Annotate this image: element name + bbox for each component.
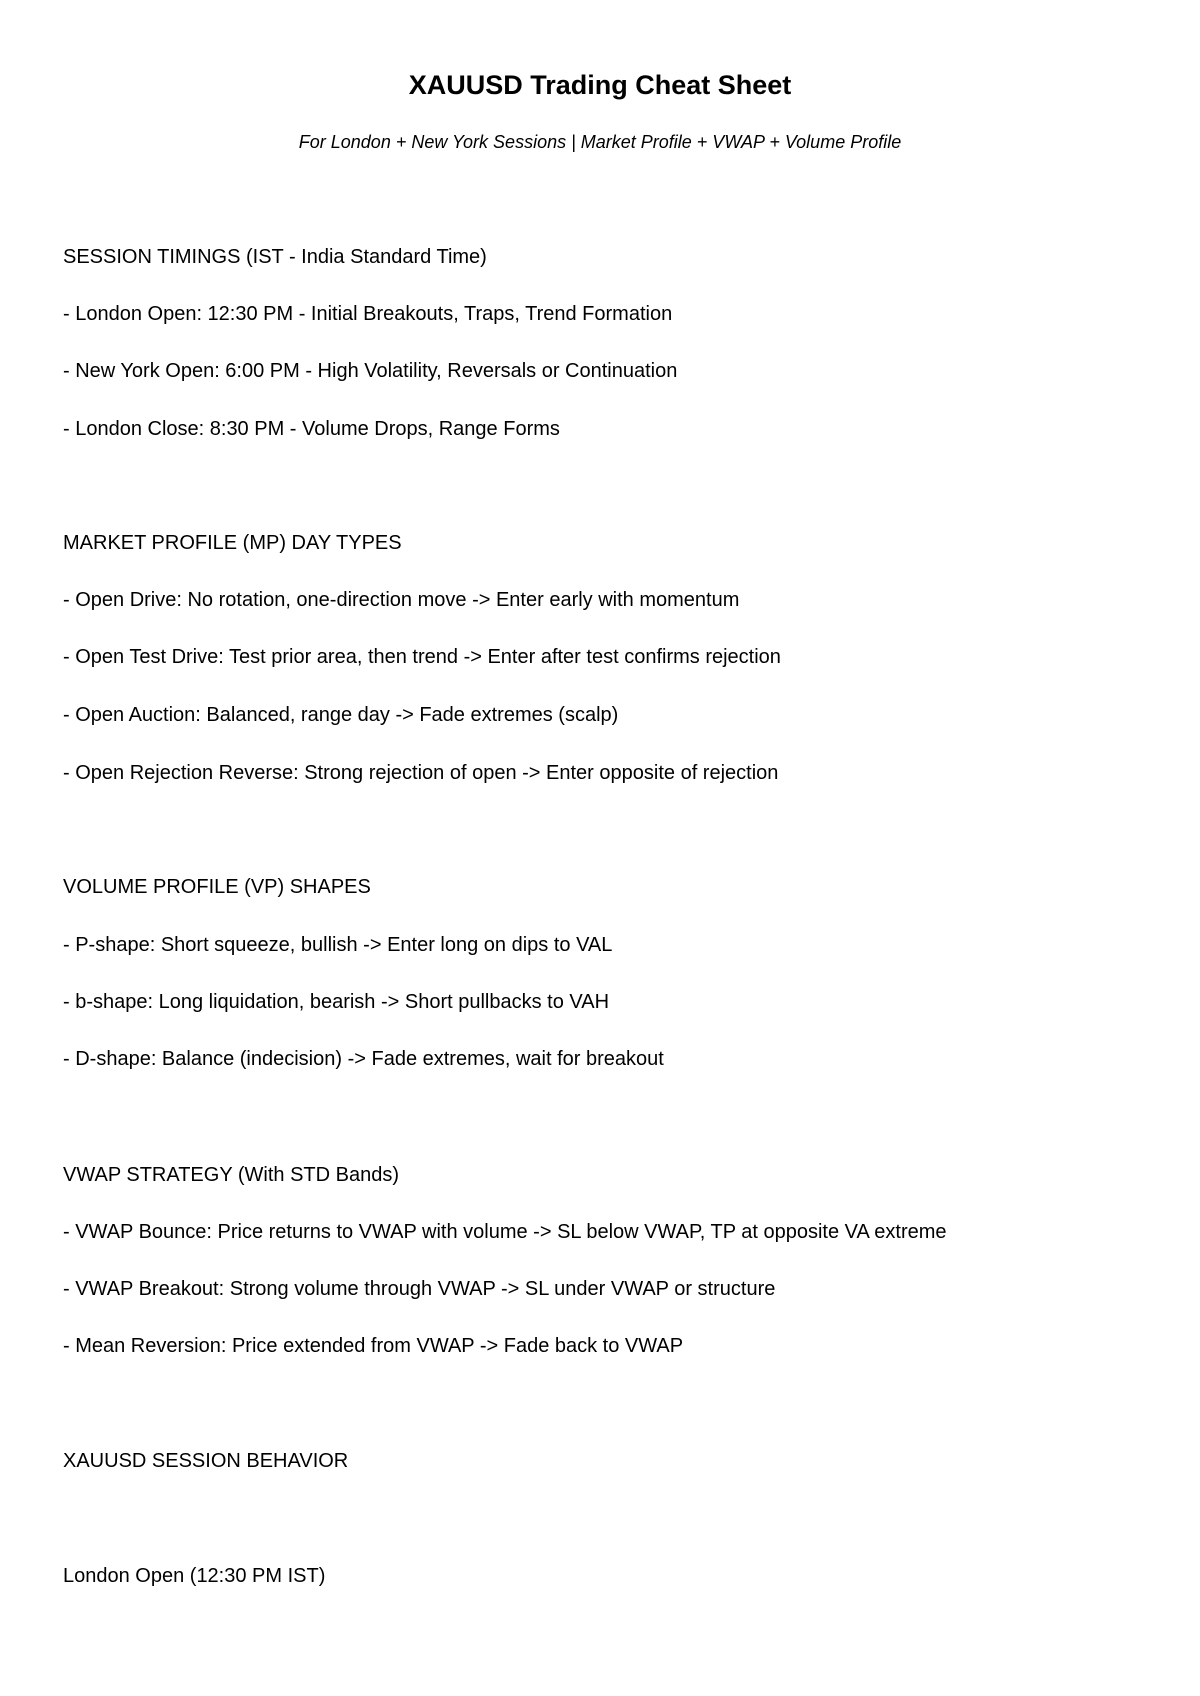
mp-item-open-test-drive: - Open Test Drive: Test prior area, then trend -> Enter after test confirms rejection bbox=[63, 646, 781, 668]
vwap-item-mean-reversion: - Mean Reversion: Price extended from VWAP -> Fade back to VWAP bbox=[63, 1335, 684, 1357]
vwap-item-breakout: - VWAP Breakout: Strong volume through VWAP -> SL under VWAP or structure bbox=[63, 1278, 776, 1300]
session-item-london-close: - London Close: 8:30 PM - Volume Drops, Range Forms bbox=[63, 418, 560, 440]
mp-item-open-rejection-reverse: - Open Rejection Reverse: Strong rejection of open -> Enter opposite of rejection bbox=[63, 762, 779, 784]
session-item-london-open: - London Open: 12:30 PM - Initial Breakouts, Traps, Trend Formation bbox=[63, 303, 673, 325]
document-title: XAUUSD Trading Cheat Sheet bbox=[408, 70, 792, 100]
section-heading-session-behavior: XAUUSD SESSION BEHAVIOR bbox=[63, 1450, 349, 1472]
vp-item-d-shape: - D-shape: Balance (indecision) -> Fade extremes, wait for breakout bbox=[63, 1048, 664, 1070]
vp-item-b-shape: - b-shape: Long liquidation, bearish -> Short pullbacks to VAH bbox=[63, 991, 610, 1013]
vp-item-p-shape: - P-shape: Short squeeze, bullish -> Enter long on dips to VAL bbox=[63, 934, 613, 956]
mp-item-open-drive: - Open Drive: No rotation, one-direction move -> Enter early with momentum bbox=[63, 589, 740, 611]
section-heading-session-timings: SESSION TIMINGS (IST - India Standard Time) bbox=[63, 246, 487, 268]
subheading-london-open: London Open (12:30 PM IST) bbox=[63, 1565, 326, 1587]
mp-item-open-auction: - Open Auction: Balanced, range day -> Fade extremes (scalp) bbox=[63, 704, 619, 726]
vwap-item-bounce: - VWAP Bounce: Price returns to VWAP with volume -> SL below VWAP, TP at opposite VA extreme bbox=[63, 1221, 947, 1243]
section-heading-vwap-strategy: VWAP STRATEGY (With STD Bands) bbox=[63, 1164, 399, 1186]
section-heading-market-profile: MARKET PROFILE (MP) DAY TYPES bbox=[63, 532, 402, 554]
document-subtitle: For London + New York Sessions | Market Profile + VWAP + Volume Profile bbox=[298, 132, 902, 152]
section-heading-volume-profile: VOLUME PROFILE (VP) SHAPES bbox=[63, 876, 371, 898]
session-item-new-york-open: - New York Open: 6:00 PM - High Volatility, Reversals or Continuation bbox=[63, 360, 678, 382]
